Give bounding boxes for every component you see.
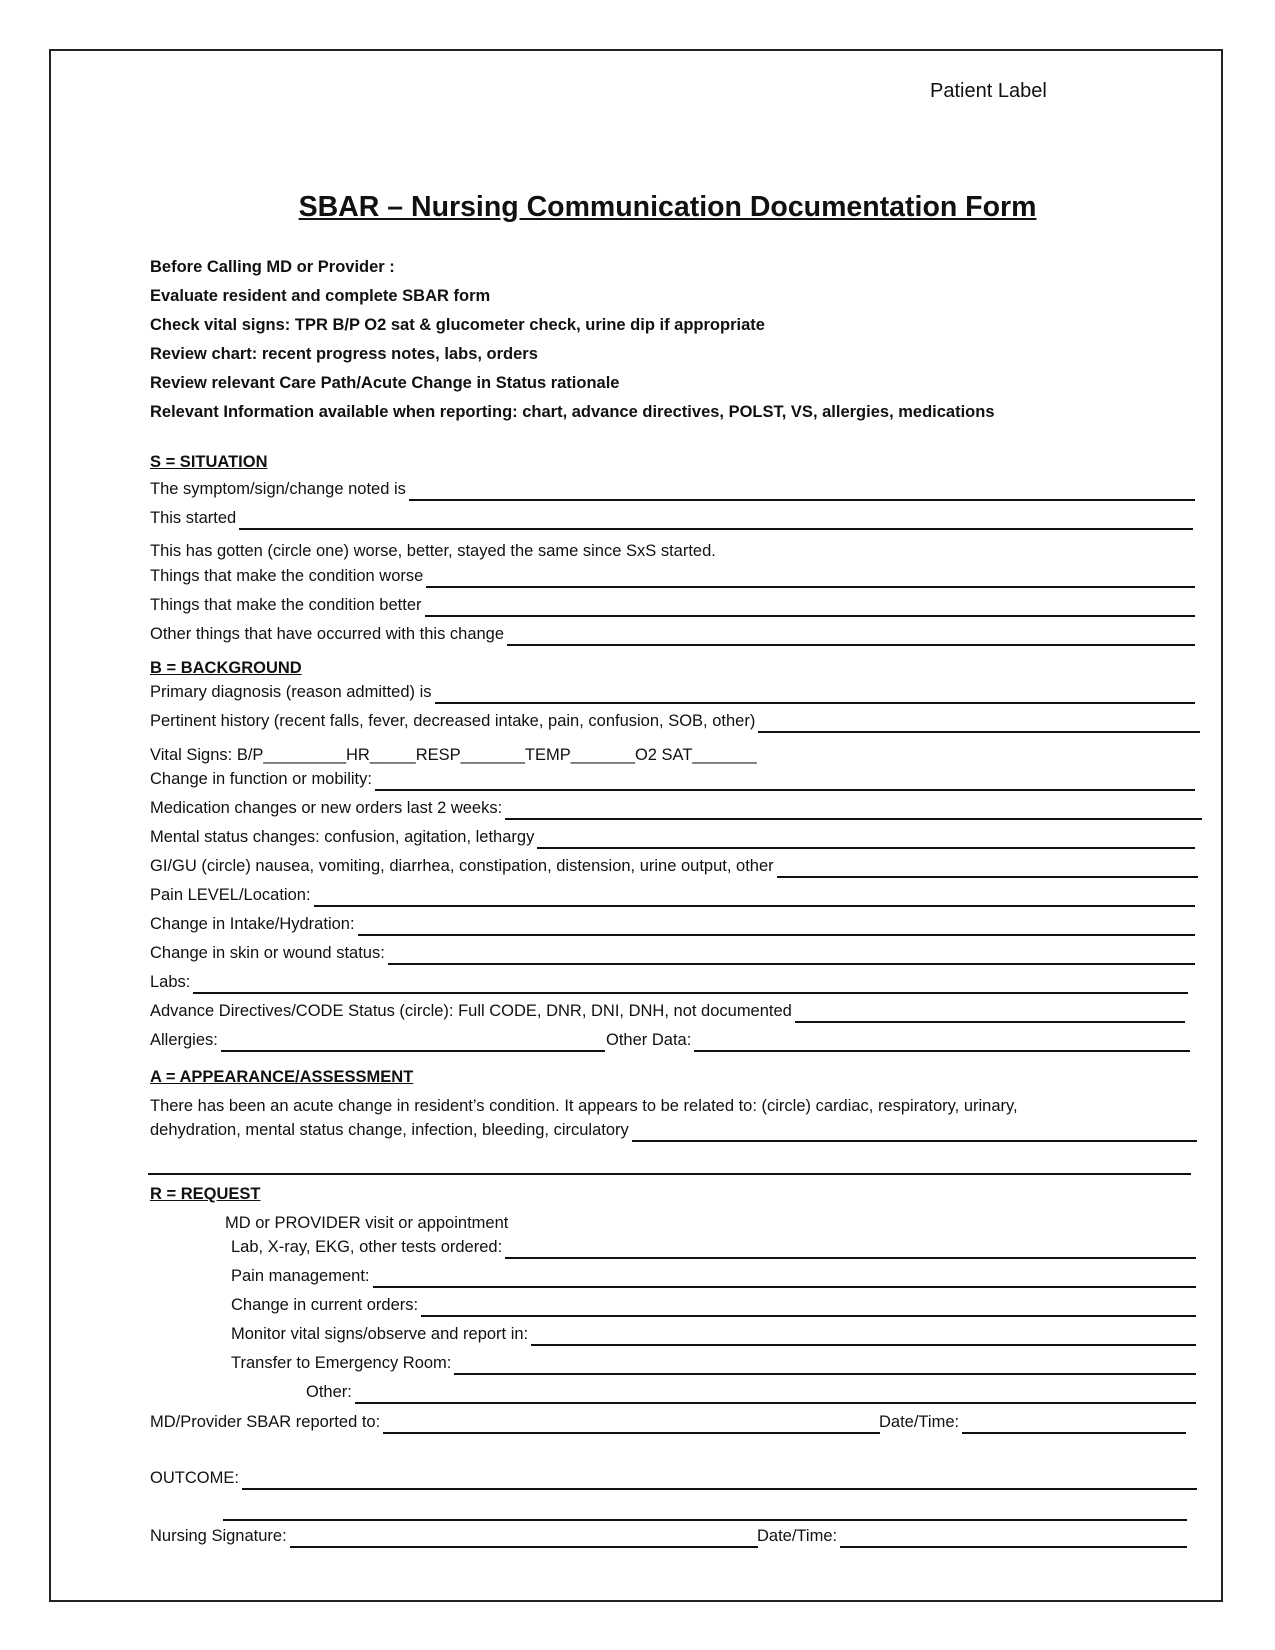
request-visit[interactable]: MD or PROVIDER visit or appointment <box>225 1214 509 1232</box>
instruction-3: Check vital signs: TPR B/P O2 sat & glucometer check, urine dip if appropriate <box>150 316 765 334</box>
skin-field[interactable] <box>150 939 1195 965</box>
started-label: This started <box>150 509 237 527</box>
gigu-field[interactable] <box>150 852 1198 878</box>
reported-to-blank[interactable] <box>383 1414 880 1434</box>
gigu-blank[interactable] <box>777 858 1198 878</box>
outcome-label: OUTCOME: <box>150 1469 239 1487</box>
gigu-label: GI/GU (circle) nausea, vomiting, diarrhea, constipation, distension, urine output, other <box>150 857 774 875</box>
appearance-line-2: dehydration, mental status change, infection, bleeding, circulatory <box>150 1121 629 1139</box>
pain-blank[interactable] <box>314 887 1195 907</box>
vital-signs-line[interactable]: Vital Signs: B/P_________HR_____RESP_______TEMP_______O2 SAT_______ <box>150 746 757 764</box>
worse-blank[interactable] <box>426 568 1195 588</box>
request-pain-label: Pain management: <box>231 1267 370 1285</box>
situation-heading: S = SITUATION <box>150 453 268 471</box>
gotten-line[interactable]: This has gotten (circle one) worse, better, stayed the same since SxS started. <box>150 542 716 560</box>
worse-field[interactable] <box>150 562 1195 588</box>
labs-label: Labs: <box>150 973 191 991</box>
mental-blank[interactable] <box>537 829 1195 849</box>
started-field[interactable] <box>150 504 1193 530</box>
appearance-extra-line[interactable] <box>148 1173 1191 1175</box>
patient-label: Patient Label <box>930 80 1047 102</box>
outcome-field[interactable] <box>150 1464 1197 1490</box>
appearance-blank[interactable] <box>632 1122 1197 1142</box>
instruction-4: Review chart: recent progress notes, labs, orders <box>150 345 538 363</box>
diagnosis-field[interactable] <box>150 678 1195 704</box>
instruction-5: Review relevant Care Path/Acute Change in Status rationale <box>150 374 620 392</box>
better-label: Things that make the condition better <box>150 596 422 614</box>
request-transfer-blank[interactable] <box>454 1355 1196 1375</box>
background-heading: B = BACKGROUND <box>150 659 302 677</box>
request-orders-label: Change in current orders: <box>231 1296 419 1314</box>
datetime-2-blank[interactable] <box>840 1528 1187 1548</box>
function-blank[interactable] <box>375 771 1195 791</box>
other-data-field[interactable] <box>606 1026 1190 1052</box>
other-data-blank[interactable] <box>694 1032 1190 1052</box>
labs-blank[interactable] <box>193 974 1188 994</box>
allergies-field[interactable] <box>150 1026 605 1052</box>
signature-field[interactable] <box>150 1522 758 1548</box>
pain-label: Pain LEVEL/Location: <box>150 886 311 904</box>
request-lab-label: Lab, X-ray, EKG, other tests ordered: <box>231 1238 503 1256</box>
appearance-line-1[interactable]: There has been an acute change in resident’s condition. It appears to be related to: (circle) cardiac, respiratory, urinary, <box>150 1097 1018 1115</box>
signature-label: Nursing Signature: <box>150 1527 287 1545</box>
request-orders-field[interactable] <box>231 1291 1196 1317</box>
request-transfer-field[interactable] <box>231 1349 1196 1375</box>
request-lab-field[interactable] <box>231 1233 1196 1259</box>
started-blank[interactable] <box>239 510 1193 530</box>
diagnosis-blank[interactable] <box>435 684 1195 704</box>
history-field[interactable] <box>150 707 1200 733</box>
instruction-1: Before Calling MD or Provider : <box>150 258 395 276</box>
intake-field[interactable] <box>150 910 1195 936</box>
request-pain-blank[interactable] <box>373 1268 1196 1288</box>
symptom-label: The symptom/sign/change noted is <box>150 480 406 498</box>
other-change-blank[interactable] <box>507 626 1195 646</box>
datetime-2-label: Date/Time: <box>757 1527 838 1545</box>
symptom-blank[interactable] <box>409 481 1195 501</box>
meds-field[interactable] <box>150 794 1202 820</box>
labs-field[interactable] <box>150 968 1188 994</box>
advance-directives-blank[interactable] <box>795 1003 1185 1023</box>
request-orders-blank[interactable] <box>421 1297 1196 1317</box>
request-other-blank[interactable] <box>355 1384 1196 1404</box>
request-other-label: Other: <box>306 1383 352 1401</box>
advance-directives-field[interactable] <box>150 997 1185 1023</box>
request-other-field[interactable] <box>306 1378 1196 1404</box>
mental-field[interactable] <box>150 823 1195 849</box>
request-heading: R = REQUEST <box>150 1185 261 1203</box>
request-monitor-blank[interactable] <box>531 1326 1196 1346</box>
datetime-1-label: Date/Time: <box>879 1413 960 1431</box>
outcome-blank[interactable] <box>242 1470 1197 1490</box>
history-blank[interactable] <box>758 713 1200 733</box>
appearance-field[interactable] <box>150 1116 1197 1142</box>
worse-label: Things that make the condition worse <box>150 567 424 585</box>
other-change-label: Other things that have occurred with this change <box>150 625 505 643</box>
outcome-extra-line[interactable] <box>223 1519 1187 1521</box>
datetime-2-field[interactable] <box>757 1522 1187 1548</box>
form-title: SBAR – Nursing Communication Documentation Form <box>298 191 1037 223</box>
skin-label: Change in skin or wound status: <box>150 944 385 962</box>
allergies-label: Allergies: <box>150 1031 218 1049</box>
appearance-heading: A = APPEARANCE/ASSESSMENT <box>150 1068 414 1086</box>
better-field[interactable] <box>150 591 1195 617</box>
instruction-6: Relevant Information available when reporting: chart, advance directives, POLST, VS, allergies, medications <box>150 403 995 421</box>
signature-blank[interactable] <box>290 1528 758 1548</box>
meds-blank[interactable] <box>505 800 1202 820</box>
request-monitor-label: Monitor vital signs/observe and report in: <box>231 1325 529 1343</box>
other-change-field[interactable] <box>150 620 1195 646</box>
function-label: Change in function or mobility: <box>150 770 372 788</box>
pain-field[interactable] <box>150 881 1195 907</box>
meds-label: Medication changes or new orders last 2 weeks: <box>150 799 503 817</box>
advance-directives-label: Advance Directives/CODE Status (circle): Full CODE, DNR, DNI, DNH, not documented <box>150 1002 792 1020</box>
datetime-1-field[interactable] <box>879 1408 1186 1434</box>
intake-blank[interactable] <box>358 916 1195 936</box>
mental-label: Mental status changes: confusion, agitation, lethargy <box>150 828 535 846</box>
instruction-2: Evaluate resident and complete SBAR form <box>150 287 491 305</box>
function-field[interactable] <box>150 765 1195 791</box>
symptom-field[interactable] <box>150 475 1195 501</box>
request-transfer-label: Transfer to Emergency Room: <box>231 1354 452 1372</box>
allergies-blank[interactable] <box>221 1032 605 1052</box>
better-blank[interactable] <box>425 597 1196 617</box>
skin-blank[interactable] <box>388 945 1195 965</box>
request-monitor-field[interactable] <box>231 1320 1196 1346</box>
history-label: Pertinent history (recent falls, fever, decreased intake, pain, confusion, SOB, other) <box>150 712 756 730</box>
other-data-label: Other Data: <box>606 1031 692 1049</box>
reported-to-label: MD/Provider SBAR reported to: <box>150 1413 381 1431</box>
diagnosis-label: Primary diagnosis (reason admitted) is <box>150 683 432 701</box>
datetime-1-blank[interactable] <box>962 1414 1186 1434</box>
intake-label: Change in Intake/Hydration: <box>150 915 355 933</box>
reported-to-field[interactable] <box>150 1408 880 1434</box>
request-lab-blank[interactable] <box>505 1239 1196 1259</box>
request-pain-field[interactable] <box>231 1262 1196 1288</box>
